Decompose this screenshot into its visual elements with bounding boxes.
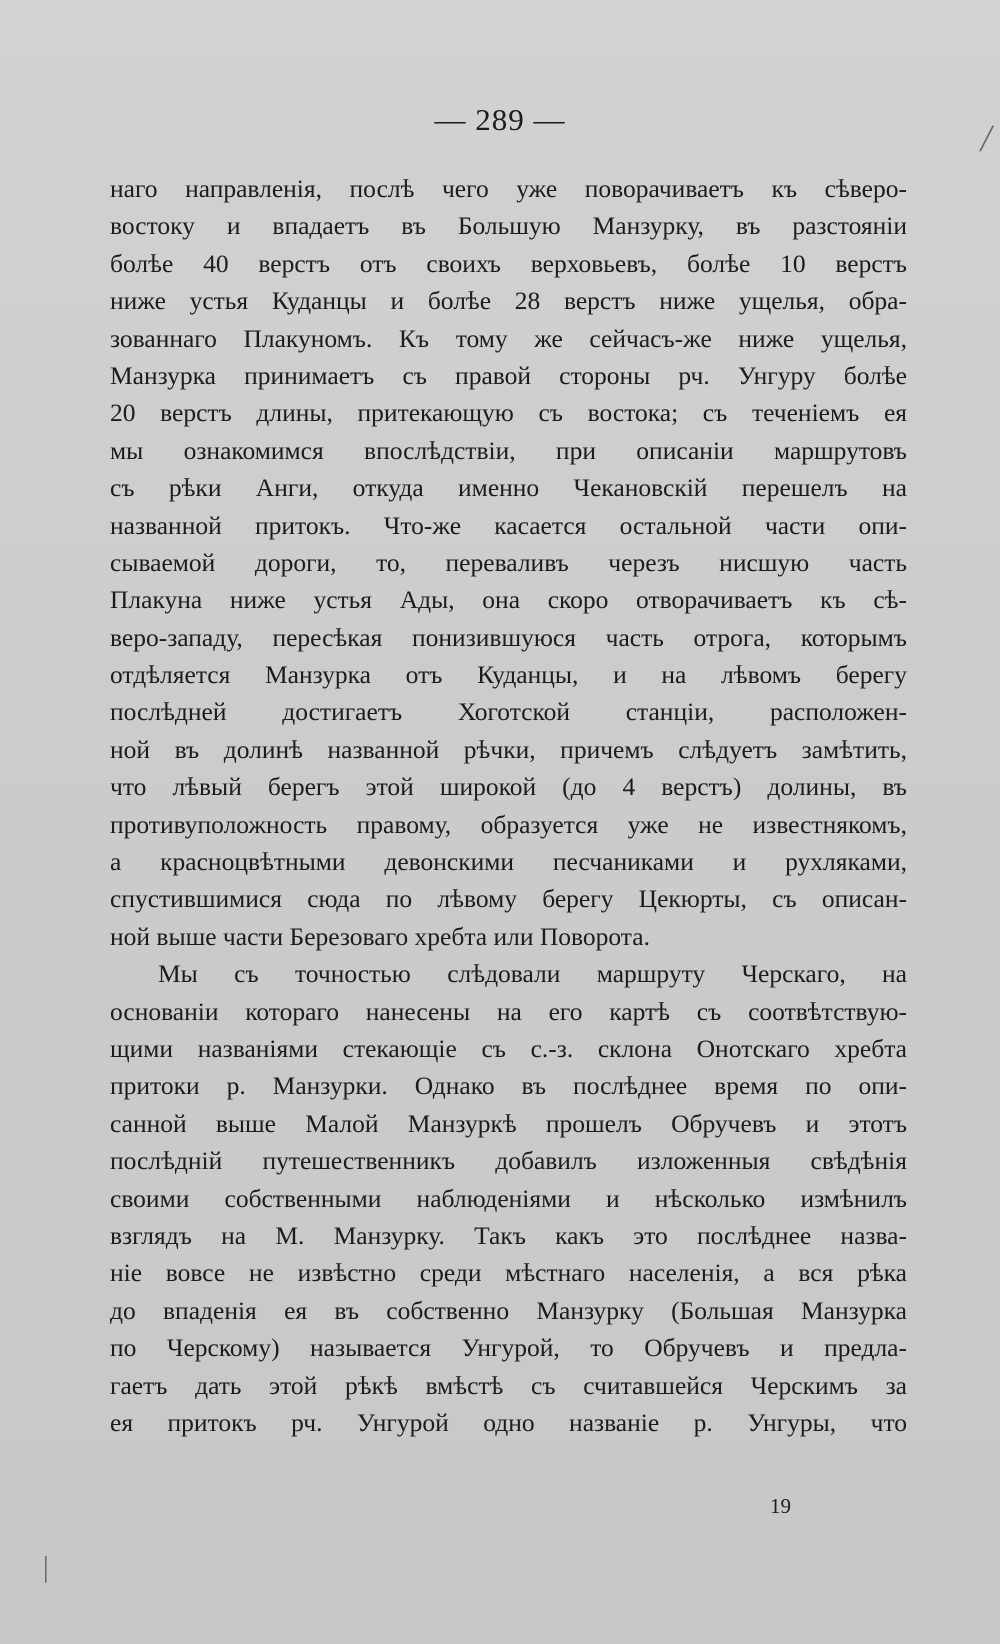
text-line: сываемой дороги, то, переваливъ черезъ нисшую часть	[110, 547, 907, 577]
text-line: мы ознакомимся впослѣдствіи, при описаніи маршрутовъ	[110, 435, 907, 465]
margin-scratch-mark: ╱	[980, 126, 994, 151]
text-line: противуположность правому, образуется уже не известнякомъ,	[110, 809, 907, 839]
text-line: основаніи котораго нанесены на его картѣ съ соотвѣтствую-	[110, 996, 907, 1026]
text-line: взглядъ на М. Манзурку. Такъ какъ это послѣднее назва-	[110, 1220, 907, 1250]
text-line: щими названіями стекающіе съ с.-з. склона Онотскаго хребта	[110, 1033, 907, 1063]
text-line: своими собственными наблюденіями и нѣсколько измѣнилъ	[110, 1183, 907, 1213]
text-line: болѣе 40 верстъ отъ своихъ верховьевъ, болѣе 10 верстъ	[110, 248, 907, 278]
text-line: наго направленія, послѣ чего уже поворачиваетъ къ сѣверо-	[110, 174, 907, 203]
margin-scratch-mark: │	[38, 1556, 54, 1581]
text-line: Манзурка принимаетъ съ правой стороны рч. Унгуру болѣе	[110, 360, 907, 390]
text-line: санной выше Малой Манзуркѣ прошелъ Обручевъ и этотъ	[110, 1108, 907, 1138]
text-line: веро-западу, пересѣкая понизившуюся часть отрога, которымъ	[110, 622, 907, 652]
text-line: притоки р. Манзурки. Однако въ послѣднее время по опи-	[110, 1071, 907, 1101]
signature-mark: 19	[770, 1494, 791, 1518]
body-text	[110, 170, 907, 1441]
text-line: съ рѣки Анги, откуда именно Чекановскій перешелъ на	[110, 473, 907, 503]
text-line: ниже устья Куданцы и болѣе 28 верстъ ниже ущелья, обра-	[110, 286, 907, 316]
text-line: послѣдней достигаетъ Хоготской станціи, расположен-	[110, 697, 907, 727]
text-line: послѣдній путешественникъ добавилъ изложенныя свѣдѣнія	[110, 1146, 907, 1176]
text-line: спустившимися сюда по лѣвому берегу Цекюрты, съ описан-	[110, 884, 907, 914]
text-line: востоку и впадаетъ въ Большую Манзурку, въ разстояніи	[110, 211, 907, 241]
text-line: ея притокъ рч. Унгурой одно названіе р. Унгуры, что	[110, 1407, 907, 1437]
text-line: ніе вовсе не извѣстно среди мѣстнаго населенія, а вся рѣка	[110, 1258, 907, 1288]
text-line: Плакуна ниже устья Ады, она скоро отворачиваетъ къ сѣ-	[110, 585, 907, 615]
text-line: ной въ долинѣ названной рѣчки, причемъ слѣдуетъ замѣтить,	[110, 734, 907, 764]
text-line-paragraph-start: Мы съ точностью слѣдовали маршруту Черскаго, на	[158, 959, 907, 989]
text-line: что лѣвый берегъ этой широкой (до 4 верстъ) долины, въ	[110, 772, 907, 802]
text-line: а красноцвѣтными девонскими песчаниками и рухляками,	[110, 847, 907, 877]
text-line-paragraph-end: ной выше части Березоваго хребта или Поворота.	[110, 921, 650, 951]
text-line: названной притокъ. Что-же касается остальной части опи-	[110, 510, 907, 540]
page-number: — 289 —	[434, 102, 566, 137]
text-line: отдѣляется Манзурка отъ Куданцы, и на лѣвомъ берегу	[110, 660, 907, 690]
text-line: зованнаго Плакуномъ. Къ тому же сейчасъ-же ниже ущелья,	[110, 323, 907, 353]
text-line: гаетъ дать этой рѣкѣ вмѣстѣ съ считавшейся Черскимъ за	[110, 1370, 907, 1400]
text-line: по Черскому) называется Унгурой, то Обручевъ и предла-	[110, 1333, 907, 1363]
text-line: 20 верстъ длины, притекающую съ востока; съ теченіемъ ея	[110, 398, 907, 428]
text-line: до впаденія ея въ собственно Манзурку (Большая Манзурка	[110, 1295, 907, 1325]
